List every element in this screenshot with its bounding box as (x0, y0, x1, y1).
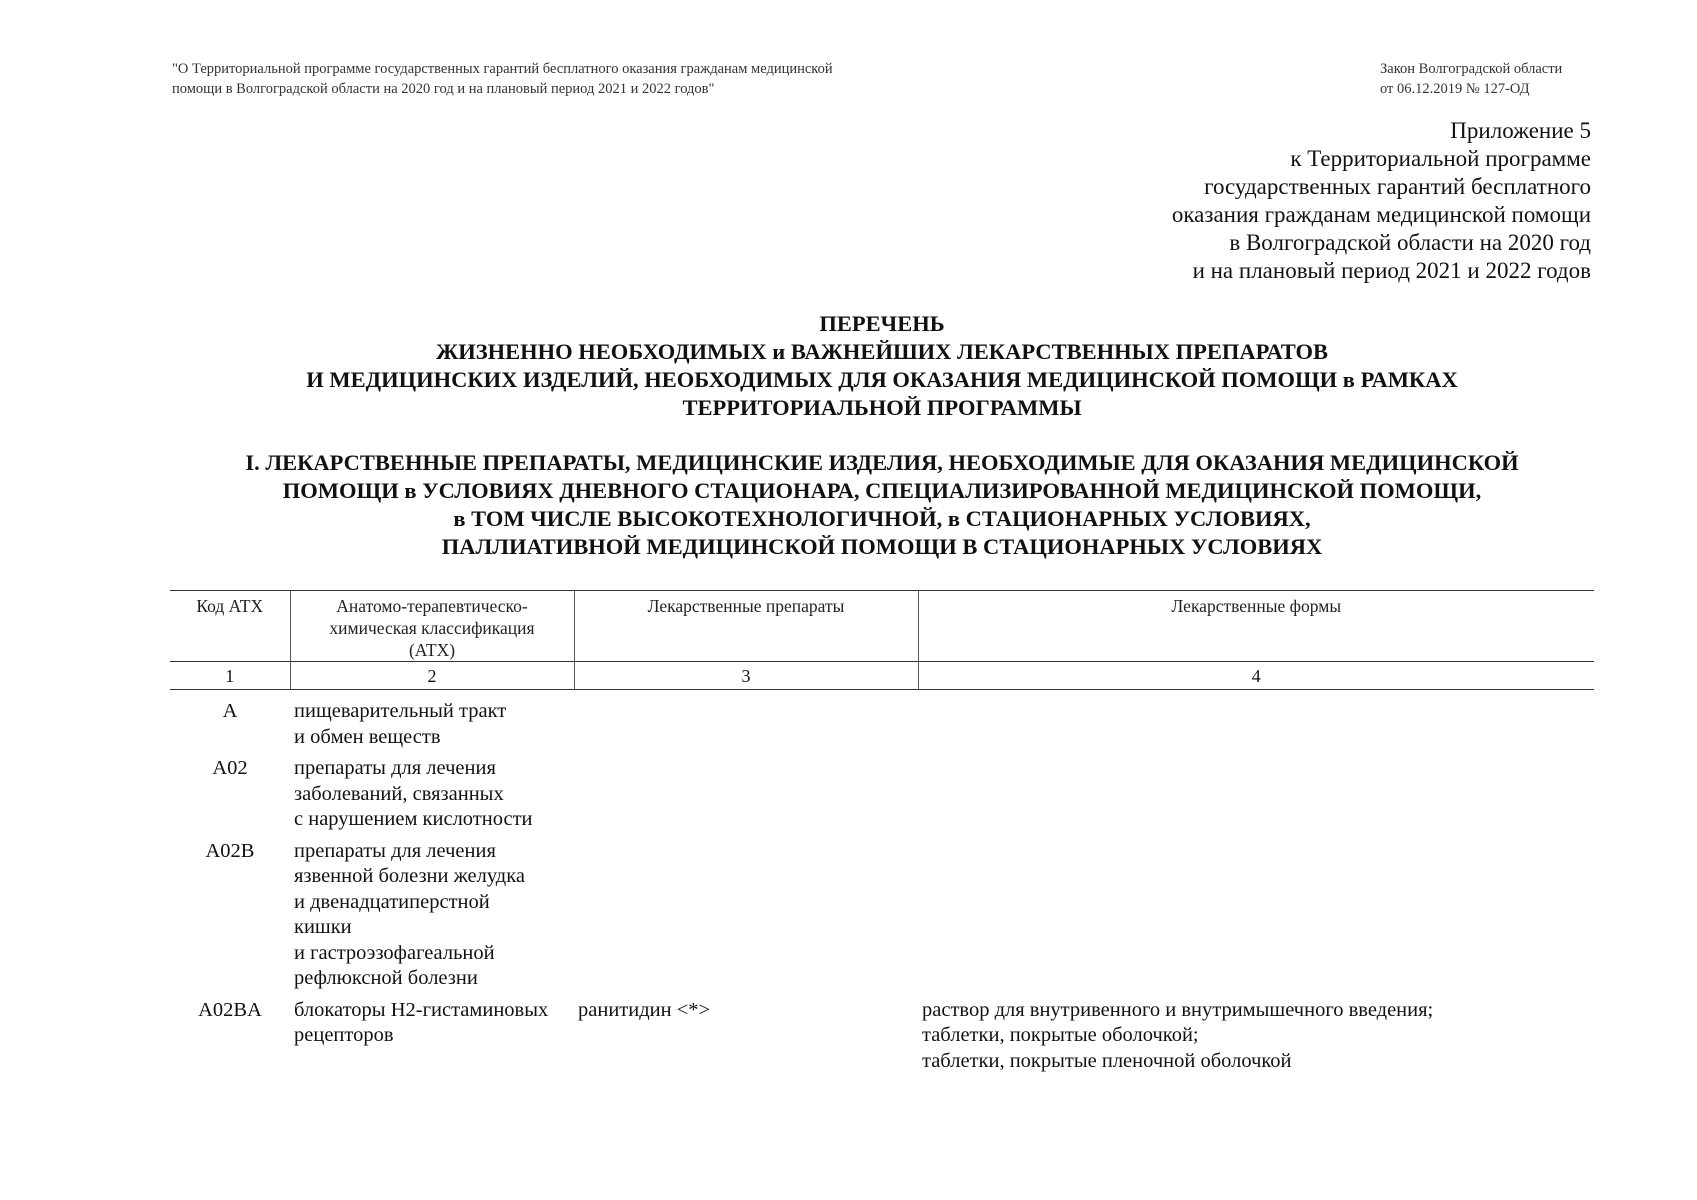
classification-line: язвенной болезни желудка (294, 865, 525, 887)
drug-name (574, 756, 918, 839)
appendix-line: государственных гарантий бесплатного (1204, 174, 1591, 199)
header-classification-line: Анатомо-терапевтическо- (336, 596, 528, 616)
appendix-line: Приложение 5 (1450, 118, 1591, 143)
table-header-row (170, 591, 1594, 662)
dosage-forms (918, 690, 1594, 757)
section-title (172, 449, 1592, 561)
atx-classification (290, 839, 574, 998)
document-title-line: ПЕРЕЧЕНЬ (819, 311, 945, 336)
classification-line: и обмен веществ (294, 725, 441, 748)
dosage-form-line: таблетки, покрытые оболочкой; (922, 1024, 1199, 1046)
appendix-line: и на плановый период 2021 и 2022 годов (1192, 258, 1591, 283)
drug-name: ранитидин <*> (578, 998, 711, 1021)
table-row (170, 839, 1594, 998)
column-number: 1 (170, 662, 290, 690)
dosage-form-line: раствор для внутривенного и внутримышечного введения; (922, 998, 1434, 1021)
column-number-row (170, 662, 1594, 690)
header-forms: Лекарственные формы (918, 591, 1594, 662)
atx-classification (290, 756, 574, 839)
document-title-line: ЖИЗНЕННО НЕОБХОДИМЫХ и ВАЖНЕЙШИХ ЛЕКАРСТВЕННЫХ ПРЕПАРАТОВ (436, 339, 1328, 364)
classification-line: пищеварительный тракт (294, 700, 507, 722)
drug-name (574, 839, 918, 998)
running-header-right (1380, 59, 1640, 99)
section-title-line: ПАЛЛИАТИВНОЙ МЕДИЦИНСКОЙ ПОМОЩИ В СТАЦИОНАРНЫХ УСЛОВИЯХ (441, 534, 1323, 559)
classification-line: рецепторов (294, 1024, 394, 1046)
atx-table (170, 590, 1594, 1080)
atx-code: A02B (205, 839, 255, 862)
table-row (170, 690, 1594, 757)
classification-line: кишки (294, 916, 352, 938)
document-title (172, 310, 1592, 422)
appendix-line: в Волгоградской области на 2020 год (1229, 230, 1591, 255)
atx-code: A02BA (198, 998, 262, 1021)
classification-line: с нарушением кислотности (294, 808, 533, 830)
column-number: 3 (574, 662, 918, 690)
running-header-right-line: Закон Волгоградской области (1380, 61, 1563, 77)
document-title-line: И МЕДИЦИНСКИХ ИЗДЕЛИЙ, НЕОБХОДИМЫХ ДЛЯ ОКАЗАНИЯ МЕДИЦИНСКОЙ ПОМОЩИ в РАМКАХ (306, 367, 1458, 392)
dosage-forms (918, 756, 1594, 839)
atx-classification (290, 690, 574, 757)
atx-classification (290, 998, 574, 1081)
appendix-line: оказания гражданам медицинской помощи (1171, 202, 1591, 227)
classification-line: препараты для лечения (294, 839, 496, 862)
dosage-forms (918, 998, 1594, 1081)
classification-line: рефлюксной болезни (294, 967, 478, 989)
appendix-line: к Территориальной программе (1290, 146, 1591, 171)
dosage-form-line: таблетки, покрытые пленочной оболочкой (922, 1049, 1292, 1072)
header-drugs: Лекарственные препараты (574, 591, 918, 662)
atx-code: A02 (212, 757, 248, 779)
classification-line: препараты для лечения (294, 757, 496, 779)
header-classification-line: химическая классификация (329, 618, 535, 638)
section-title-line: I. ЛЕКАРСТВЕННЫЕ ПРЕПАРАТЫ, МЕДИЦИНСКИЕ ИЗДЕЛИЯ, НЕОБХОДИМЫЕ ДЛЯ ОКАЗАНИЯ МЕДИЦИНСКОЙ (245, 450, 1519, 475)
running-header-left-line: "О Территориальной программе государственных гарантий бесплатного оказания гражданам медицинской (172, 61, 833, 77)
table-row (170, 756, 1594, 839)
header-code-atx: Код АТХ (170, 591, 290, 662)
dosage-forms (918, 839, 1594, 998)
table-row (170, 998, 1594, 1081)
column-number: 4 (918, 662, 1594, 690)
classification-line: и гастроэзофагеальной (294, 941, 495, 964)
running-header-right-line: от 06.12.2019 № 127-ОД (1380, 81, 1530, 97)
appendix-block (1172, 117, 1591, 285)
drug-name (574, 690, 918, 757)
section-title-line: в ТОМ ЧИСЛЕ ВЫСОКОТЕХНОЛОГИЧНОЙ, в СТАЦИОНАРНЫХ УСЛОВИЯХ, (453, 506, 1311, 531)
column-number: 2 (290, 662, 574, 690)
atx-code: A (222, 700, 238, 722)
running-header-left-line: помощи в Волгоградской области на 2020 год и на плановый период 2021 и 2022 годов" (172, 81, 715, 97)
classification-line: и двенадцатиперстной (294, 890, 490, 913)
classification-line: заболеваний, связанных (294, 782, 504, 805)
header-classification (290, 591, 574, 662)
classification-line: блокаторы H2-гистаминовых (294, 998, 549, 1021)
running-header-left (172, 59, 972, 99)
section-title-line: ПОМОЩИ в УСЛОВИЯХ ДНЕВНОГО СТАЦИОНАРА, СПЕЦИАЛИЗИРОВАННОЙ МЕДИЦИНСКОЙ ПОМОЩИ, (282, 478, 1482, 503)
document-title-line: ТЕРРИТОРИАЛЬНОЙ ПРОГРАММЫ (682, 395, 1082, 420)
header-classification-line: (АТХ) (408, 640, 456, 660)
